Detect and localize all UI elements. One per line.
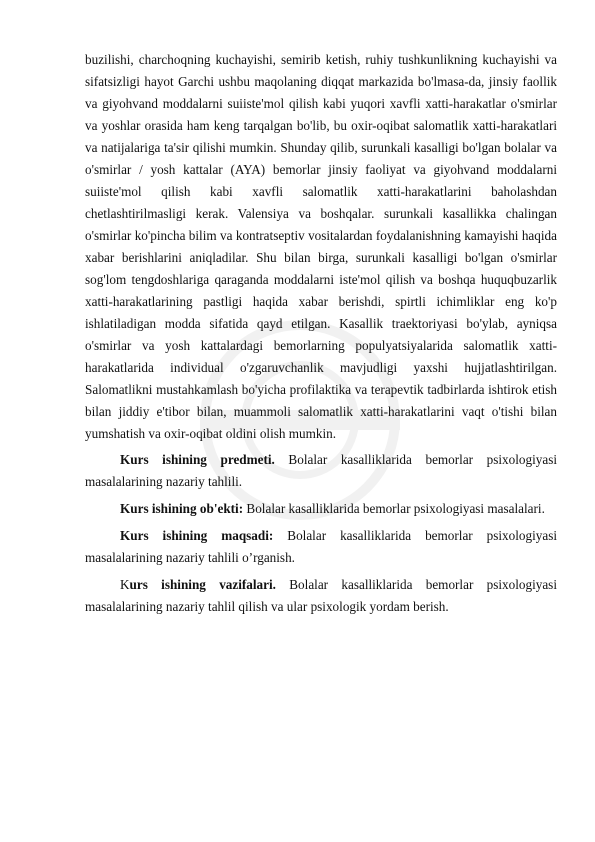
course-tasks-label-prefix: K <box>120 577 130 592</box>
course-tasks-text: Bolalar kasalliklarida bemorlar psixologiyasi masalalarining nazariy tahlil qilish va ular psixologik yordam berish. <box>85 577 557 614</box>
course-subject-text: Bolalar kasalliklarida bemorlar psixologiyasi masalalarining nazariy tahlili. <box>85 452 558 489</box>
course-subject-label: Kurs ishining predmeti. <box>120 452 275 467</box>
body-paragraph: buzilishi, charchoqning kuchayishi, semirib ketish, ruhiy tushkunlikning kuchayishi va sifatsizligi hayot Garchi ushbu maqolaning diqqat markazida bo'lmasa-da, jinsiy faollik va giyohvand moddalarni suiiste'mol qilish kabi yuqori xavfli xatti-harakatlar o'smirlar va yoshlar orasida ham keng tarqalgan bo'lib, bu oxir-oqibat salomatlik xatti-harakatlari va natijalariga ta'sir qilishi mumkin. Shunday qilib, surunkali kasalligi bo'lgan bolalar va o'smirlar / yosh kattalar (AYA) bemorlar jinsiy faoliyat va giyohvand moddalarni suiiste'mol qilish kabi xavfli salomatlik xatti-harakatlarini baholashdan chetlashtirilmasligi kerak. Valensiya va boshqalar. surunkali kasallikka chalingan o'smirlar ko'pincha bilim va kontratseptiv vositalardan foydalanishning kamayishi haqida xabar berishlarini aniqladilar. Shu bilan birga, surunkali kasalligi bo'lgan o'smirlar sog'lom tengdoshlariga qaraganda moddalarni iste'mol qilish va boshqa huquqbuzarlik xatti-harakatlarining pastligi haqida xabar berishdi, spirtli ichimliklar eng ko'p ishlatiladigan modda sifatida qayd etilgan. Kasallik traektoriyasi bo'ylab, ayniqsa o'smirlar va yosh kattalardagi bemorlarning populyatsiyalarida salomatlik xatti-harakatlarida individual o'zgaruvchanlik mavjudligi yaxshi hujjatlashtirilgan. Salomatlikni mustahkamlash bo'yicha profilaktika va terapevtik tadbirlarda ishtirok etish bilan jiddiy e'tibor bilan, muammoli salomatlik xatti-harakatlarini vaqt o'tishi bilan yumshatish va oxir-oqibat oldini olish mumkin. <box>85 52 557 441</box>
course-tasks-paragraph <box>85 574 557 618</box>
document-body <box>85 49 557 623</box>
course-tasks-label: urs ishining vazifalari. <box>129 577 276 592</box>
course-object-label: Kurs ishining ob'ekti: <box>120 501 244 516</box>
course-goal-label: Kurs ishining maqsadi: <box>120 528 274 543</box>
course-goal-paragraph <box>85 525 557 569</box>
course-goal-text: Bolalar kasalliklarida bemorlar psixologiyasi masalalarining nazariy tahlili o’rganish. <box>85 528 558 565</box>
course-subject-paragraph <box>85 449 557 493</box>
course-object-text: Bolalar kasalliklarida bemorlar psixologiyasi masalalari. <box>243 501 545 516</box>
course-object-paragraph <box>85 498 557 520</box>
